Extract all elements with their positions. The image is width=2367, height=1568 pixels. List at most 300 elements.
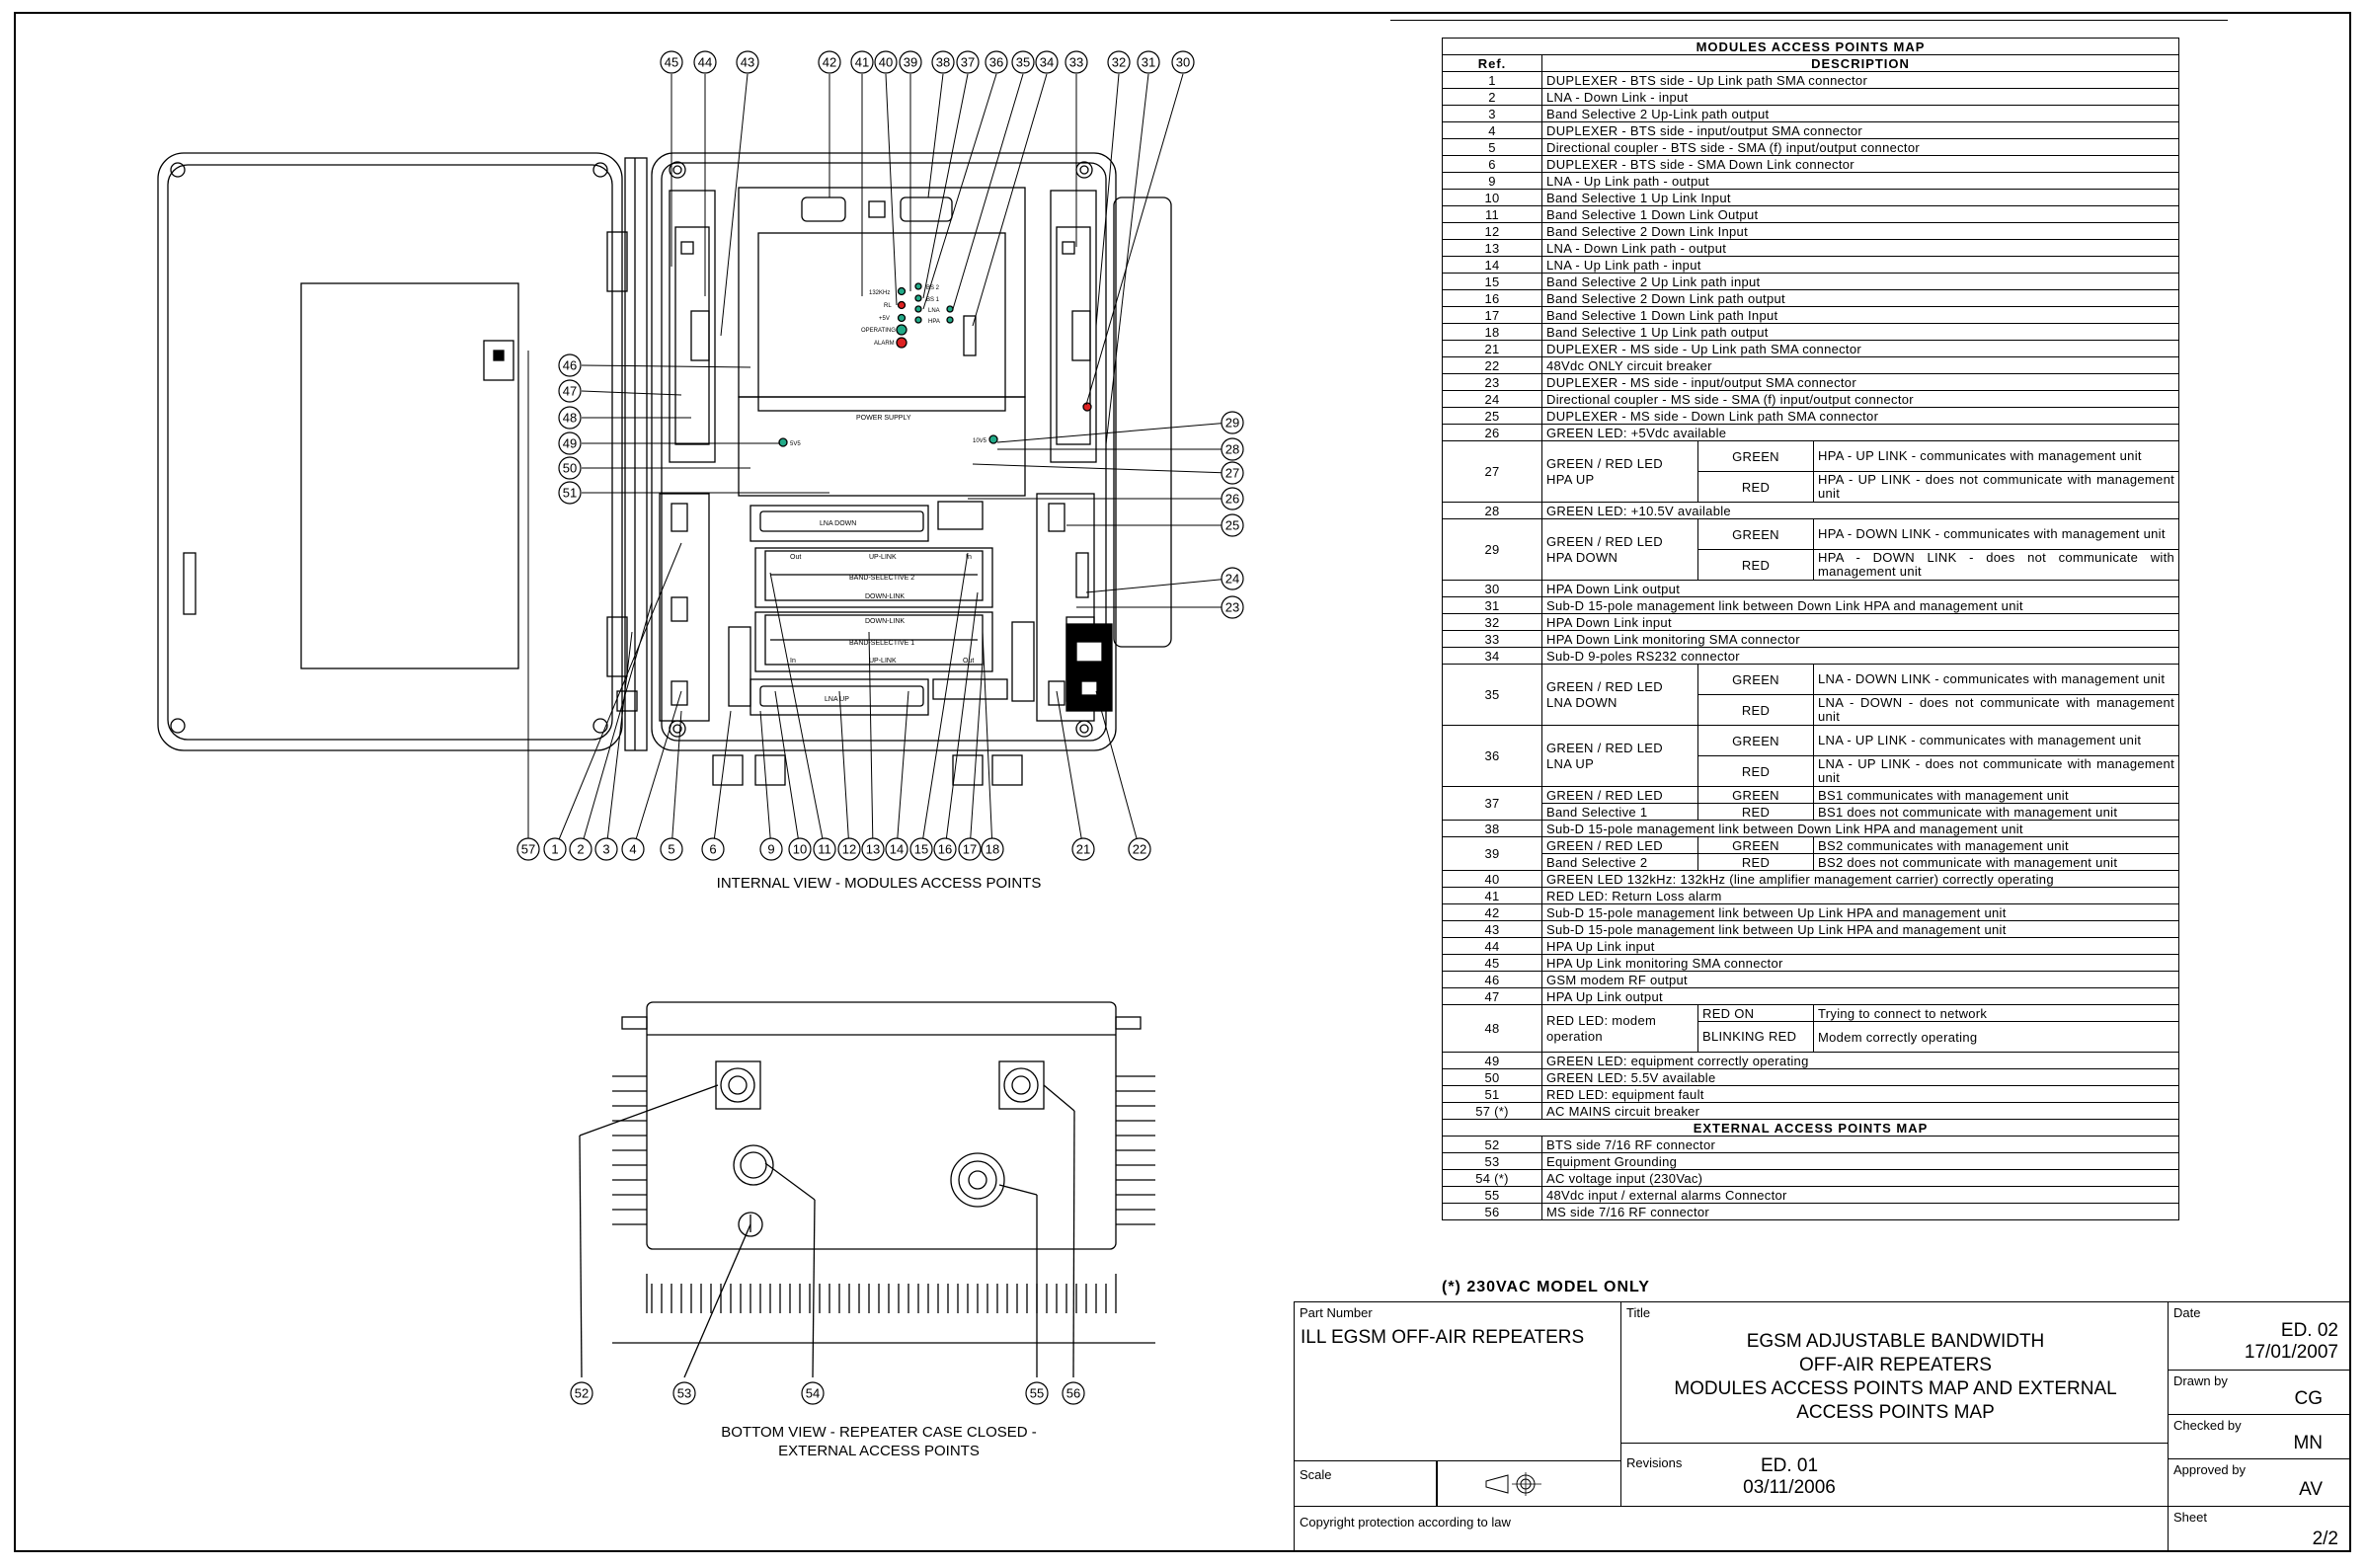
date-cell [2168,1301,2351,1371]
led-state-red: RED [1698,695,1814,726]
callout-number: 31 [1141,54,1156,70]
ref-cell: 13 [1443,240,1542,257]
callout-number: 5 [668,841,675,857]
ref-cell: 23 [1443,374,1542,391]
checked-by-value: MN [2293,1433,2323,1453]
table-row [1443,139,2179,156]
label-led-rl: RL [884,303,892,309]
ref-cell: 17 [1443,307,1542,324]
sheet-label: Sheet [2173,1510,2207,1525]
table-row [1443,324,2179,341]
label-led-lna: LNA [928,308,940,314]
table-row [1443,408,2179,425]
callout-number: 56 [1065,1385,1081,1401]
table-row [1443,972,2179,988]
callout-number: 33 [1068,54,1084,70]
table-row [1443,1103,2179,1120]
led-name-cell: GREEN / RED LED LNA DOWN [1542,665,1698,726]
table-row [1443,441,2179,472]
description-cell: GREEN LED: 5.5V available [1542,1069,2179,1086]
description-cell: Sub-D 9-poles RS232 connector [1542,648,2179,665]
ref-cell: 51 [1443,1086,1542,1103]
ref-cell: 5 [1443,139,1542,156]
callout-number: 30 [1175,54,1191,70]
modem-state-cell: BLINKING RED [1698,1022,1814,1053]
date-value: 17/01/2007 [2244,1342,2338,1363]
description-cell: DUPLEXER - BTS side - input/output SMA connector [1542,122,2179,139]
table-row [1443,988,2179,1005]
callout-number: 4 [629,841,637,857]
bottom-view-caption-1: BOTTOM VIEW - REPEATER CASE CLOSED - [721,1424,1037,1441]
ref-cell: 18 [1443,324,1542,341]
approved-by-cell [2168,1458,2351,1507]
label-power-supply: POWER SUPPLY [856,415,911,422]
ref-cell: 3 [1443,106,1542,122]
ref-cell: 26 [1443,425,1542,441]
ref-cell: 1 [1443,72,1542,89]
ref-cell: 31 [1443,597,1542,614]
table-row [1443,122,2179,139]
callout-number: 36 [988,54,1004,70]
modules-map-title: MODULES ACCESS POINTS MAP [1443,39,2179,55]
description-cell: Band Selective 2 Down Link Input [1542,223,2179,240]
ref-cell: 32 [1443,614,1542,631]
ref-cell: 21 [1443,341,1542,357]
callout-number: 34 [1039,54,1055,70]
led-name-cell: GREEN / RED LED [1542,787,1698,804]
led-state-description: HPA - DOWN LINK - does not communicate with management unit [1814,550,2179,581]
callout-number: 45 [664,54,679,70]
table-row [1443,581,2179,597]
callout-number: 9 [767,841,775,857]
ref-cell: 57 (*) [1443,1103,1542,1120]
revisions-cell [1620,1443,2169,1507]
table-row [1443,307,2179,324]
led-name-cell: RED LED: modem operation [1542,1005,1698,1053]
ref-cell: 11 [1443,206,1542,223]
edition-value: ED. 02 [2280,1320,2338,1341]
callout-number: 42 [822,54,837,70]
callout-number: 15 [913,841,929,857]
checked-by-cell [2168,1414,2351,1459]
callout-leaders [528,74,1229,849]
callout-number: 39 [903,54,918,70]
led-state-description: BS1 communicates with management unit [1814,787,2179,804]
description-cell: Directional coupler - MS side - SMA (f) input/output connector [1542,391,2179,408]
table-row [1443,597,2179,614]
table-row [1443,391,2179,408]
description-cell: AC MAINS circuit breaker [1542,1103,2179,1120]
part-number-value: ILL EGSM OFF-AIR REPEATERS [1301,1327,1585,1348]
description-cell: 48Vdc input / external alarms Connector [1542,1187,2179,1204]
table-row [1443,374,2179,391]
revisions-label: Revisions [1626,1455,1683,1470]
description-cell: LNA - Down Link path - output [1542,240,2179,257]
table-row [1443,1204,2179,1220]
callout-number: 3 [602,841,610,857]
ref-cell: 55 [1443,1187,1542,1204]
callout-number: 57 [520,841,536,857]
ref-cell: 14 [1443,257,1542,274]
table-row [1443,290,2179,307]
callout-number: 47 [562,383,578,399]
description-cell: Sub-D 15-pole management link between Down Link HPA and management unit [1542,597,2179,614]
ref-cell: 42 [1443,904,1542,921]
description-cell: LNA - Up Link path - input [1542,257,2179,274]
callout-number: 16 [937,841,953,857]
table-row [1443,787,2179,804]
description-cell: GREEN LED: +5Vdc available [1542,425,2179,441]
callout-number: 43 [740,54,755,70]
table-row [1443,821,2179,837]
led-state-description: BS2 communicates with management unit [1814,837,2179,854]
led-state-green: GREEN [1698,837,1814,854]
ref-cell: 39 [1443,837,1542,871]
callout-number: 49 [562,435,578,451]
ref-cell: 15 [1443,274,1542,290]
ref-cell: 53 [1443,1153,1542,1170]
description-cell: Band Selective 2 Up-Link path output [1542,106,2179,122]
table-row [1443,1005,2179,1022]
ref-cell: 37 [1443,787,1542,821]
callout-number: 22 [1132,841,1147,857]
table-row [1443,648,2179,665]
ref-cell: 24 [1443,391,1542,408]
table-row [1443,357,2179,374]
ref-cell: 38 [1443,821,1542,837]
led-state-red: RED [1698,854,1814,871]
ref-cell: 54 (*) [1443,1170,1542,1187]
title-label: Title [1626,1305,1651,1320]
led-state-green: GREEN [1698,787,1814,804]
callout-number: 24 [1224,571,1240,587]
table-row [1443,888,2179,904]
scale-label: Scale [1300,1467,1332,1482]
callout-number: 51 [562,485,578,501]
label-led-operating: OPERATING [861,328,896,334]
ref-cell: 47 [1443,988,1542,1005]
label-bs1-in: In [790,658,796,665]
callout-number: 17 [962,841,978,857]
table-row [1443,921,2179,938]
callout-number: 2 [577,841,585,857]
label-band-selective-1: BAND-SELECTIVE 1 [849,640,915,647]
label-band-selective-2: BAND-SELECTIVE 2 [849,575,915,582]
callout-number: 53 [676,1385,692,1401]
sheet-value: 2/2 [2312,1529,2338,1549]
title-line: ACCESS POINTS MAP [1796,1402,1995,1423]
bottom-view-caption-2: EXTERNAL ACCESS POINTS [778,1443,980,1459]
description-cell: AC voltage input (230Vac) [1542,1170,2179,1187]
description-cell: HPA Down Link output [1542,581,2179,597]
revision-date: 03/11/2006 [1743,1477,1836,1498]
label-led-5v5: 5V5 [790,441,801,447]
led-state-description: HPA - UP LINK - communicates with management unit [1814,441,2179,472]
ref-cell: 30 [1443,581,1542,597]
ref-cell: 6 [1443,156,1542,173]
table-row [1443,106,2179,122]
table-row [1443,223,2179,240]
callout-number: 54 [805,1385,821,1401]
table-row [1443,854,2179,871]
table-row [1443,341,2179,357]
callout-number: 10 [792,841,808,857]
approved-by-value: AV [2299,1479,2323,1500]
label-led-hpa: HPA [928,319,940,325]
callout-number: 29 [1224,415,1240,431]
title-line: EGSM ADJUSTABLE BANDWIDTH [1746,1331,2045,1352]
bottom-view-case [580,1002,1155,1377]
led-state-green: GREEN [1698,519,1814,550]
description-cell: Band Selective 2 Up Link path input [1542,274,2179,290]
ref-cell: 22 [1443,357,1542,374]
title-line: OFF-AIR REPEATERS [1799,1355,1992,1375]
callout-number: 44 [697,54,713,70]
description-cell: Sub-D 15-pole management link between Up Link HPA and management unit [1542,904,2179,921]
drawn-by-cell [2168,1370,2351,1415]
ref-cell: 34 [1443,648,1542,665]
table-row [1443,1187,2179,1204]
description-cell: Sub-D 15-pole management link between Down Link HPA and management unit [1542,821,2179,837]
callout-number: 12 [841,841,857,857]
label-led-bs1: BS 1 [926,297,940,303]
table-row [1443,1069,2179,1086]
description-cell: DUPLEXER - MS side - Down Link path SMA connector [1542,408,2179,425]
enclosure-door [158,153,627,750]
label-led-5v: +5V [879,316,890,322]
table-row [1443,614,2179,631]
drawn-by-value: CG [2294,1388,2323,1409]
copyright-cell [1294,1506,2169,1552]
external-map-title: EXTERNAL ACCESS POINTS MAP [1443,1120,2179,1137]
callout-number: 25 [1224,517,1240,533]
table-row [1443,206,2179,223]
ref-cell: 36 [1443,726,1542,787]
callout-number: 28 [1224,441,1240,457]
ref-cell: 25 [1443,408,1542,425]
led-state-red: RED [1698,804,1814,821]
led-state-green: GREEN [1698,665,1814,695]
table-row [1443,1153,2179,1170]
copyright-text: Copyright protection according to law [1300,1515,1511,1529]
ref-cell: 9 [1443,173,1542,190]
led-state-green: GREEN [1698,726,1814,756]
table-row [1443,425,2179,441]
ref-cell: 52 [1443,1137,1542,1153]
label-bs1-out: Out [963,658,975,665]
table-row [1443,72,2179,89]
callout-number: 50 [562,460,578,476]
description-cell: Band Selective 2 Down Link path output [1542,290,2179,307]
table-row [1443,519,2179,550]
description-cell: Band Selective 1 Down Link path Input [1542,307,2179,324]
table-row [1443,274,2179,290]
ref-cell: 12 [1443,223,1542,240]
led-state-red: RED [1698,756,1814,787]
callout-number: 41 [854,54,870,70]
description-cell: HPA Down Link monitoring SMA connector [1542,631,2179,648]
table-row [1443,503,2179,519]
table-row [1443,1170,2179,1187]
callout-number: 40 [878,54,894,70]
title-cell [1620,1301,2169,1444]
table-row [1443,837,2179,854]
ref-cell: 2 [1443,89,1542,106]
led-name-cell: GREEN / RED LED LNA UP [1542,726,1698,787]
label-lna-down: LNA DOWN [820,520,857,527]
ref-cell: 27 [1443,441,1542,503]
label-led-alarm: ALARM [874,341,895,347]
ref-cell: 48 [1443,1005,1542,1053]
callout-number: 14 [889,841,905,857]
led-state-description: HPA - DOWN LINK - communicates with management unit [1814,519,2179,550]
led-state-description: BS2 does not communicate with management unit [1814,854,2179,871]
callout-number: 55 [1029,1385,1045,1401]
callout-number: 38 [935,54,951,70]
description-cell: DUPLEXER - BTS side - Up Link path SMA connector [1542,72,2179,89]
callout-number: 32 [1111,54,1127,70]
part-number-label: Part Number [1300,1305,1373,1320]
table-row [1443,1086,2179,1103]
scale-cell [1294,1460,1621,1507]
callout-number: 26 [1224,491,1240,507]
led-name-cell: GREEN / RED LED HPA DOWN [1542,519,1698,581]
description-cell: GSM modem RF output [1542,972,2179,988]
description-cell: GREEN LED 132kHz: 132kHz (line amplifier management carrier) correctly operating [1542,871,2179,888]
callout-number: 11 [818,841,831,857]
label-bs2-uplink: UP-LINK [869,554,897,561]
table-row [1443,904,2179,921]
callout-number: 48 [562,410,578,426]
label-bs2-out: Out [790,554,802,561]
description-cell: Sub-D 15-pole management link between Up Link HPA and management unit [1542,921,2179,938]
col-description-header: DESCRIPTION [1542,55,2179,72]
revision-edition: ED. 01 [1760,1455,1819,1476]
label-bs2-in: In [966,554,972,561]
ref-cell: 33 [1443,631,1542,648]
description-cell: MS side 7/16 RF connector [1542,1204,2179,1220]
label-bs2-downlink: DOWN-LINK [865,593,906,600]
callout-number: 13 [865,841,881,857]
callout-bubbles [517,51,1243,1404]
led-state-description: LNA - UP LINK - does not communicate with management unit [1814,756,2179,787]
modem-state-description: Trying to connect to network [1814,1005,2179,1022]
table-row [1443,726,2179,756]
led-subname-cell: Band Selective 2 [1542,854,1698,871]
description-cell: DUPLEXER - MS side - Up Link path SMA connector [1542,341,2179,357]
description-cell: Band Selective 1 Up Link path output [1542,324,2179,341]
ref-cell: 28 [1443,503,1542,519]
led-subname-cell: Band Selective 1 [1542,804,1698,821]
modem-state-cell: RED ON [1698,1005,1814,1022]
callout-number: 52 [574,1385,590,1401]
led-state-description: LNA - DOWN LINK - communicates with management unit [1814,665,2179,695]
ref-cell: 41 [1443,888,1542,904]
ref-cell: 56 [1443,1204,1542,1220]
label-led-10v5: 10V5 [973,438,987,444]
table-row [1443,240,2179,257]
ref-cell: 44 [1443,938,1542,955]
led-state-red: RED [1698,472,1814,503]
approved-by-label: Approved by [2173,1462,2246,1477]
date-label: Date [2173,1305,2201,1320]
table-row [1443,173,2179,190]
ref-cell: 40 [1443,871,1542,888]
label-bs1-uplink: UP-LINK [869,658,897,665]
table-row [1443,1137,2179,1153]
table-row [1443,938,2179,955]
description-cell: DUPLEXER - BTS side - SMA Down Link connector [1542,156,2179,173]
internal-view-caption: INTERNAL VIEW - MODULES ACCESS POINTS [716,875,1042,892]
ref-cell: 10 [1443,190,1542,206]
description-cell: HPA Up Link output [1542,988,2179,1005]
ref-cell: 49 [1443,1053,1542,1069]
callout-number: 23 [1224,599,1240,615]
description-cell: HPA Down Link input [1542,614,2179,631]
led-state-description: BS1 does not communicate with management unit [1814,804,2179,821]
access-points-table [1442,38,2178,1220]
table-row [1443,156,2179,173]
ref-cell: 50 [1443,1069,1542,1086]
description-cell: Directional coupler - BTS side - SMA (f) input/output connector [1542,139,2179,156]
description-cell: 48Vdc ONLY circuit breaker [1542,357,2179,374]
description-cell: Band Selective 1 Down Link Output [1542,206,2179,223]
callout-number: 46 [562,357,578,373]
label-led-bs2: BS 2 [926,285,940,291]
led-name-cell: GREEN / RED LED [1542,837,1698,854]
description-cell: GREEN LED: +10.5V available [1542,503,2179,519]
description-cell: RED LED: Return Loss alarm [1542,888,2179,904]
led-state-description: LNA - DOWN - does not communicate with management unit [1814,695,2179,726]
table-row [1443,871,2179,888]
table-row [1443,955,2179,972]
model-note: (*) 230VAC MODEL ONLY [1442,1279,1650,1295]
ref-cell: 46 [1443,972,1542,988]
callout-number: 35 [1015,54,1031,70]
description-cell: HPA Up Link monitoring SMA connector [1542,955,2179,972]
table-row [1443,89,2179,106]
callout-number: 27 [1224,465,1240,481]
title-line: MODULES ACCESS POINTS MAP AND EXTERNAL [1674,1378,2117,1399]
table-row [1443,190,2179,206]
table-row [1443,1053,2179,1069]
description-cell: GREEN LED: equipment correctly operating [1542,1053,2179,1069]
led-state-description: LNA - UP LINK - communicates with management unit [1814,726,2179,756]
label-led-132khz: 132KHz [869,290,891,296]
callout-number: 37 [960,54,976,70]
callout-number: 1 [551,841,559,857]
checked-by-label: Checked by [2173,1418,2242,1433]
part-number-cell [1294,1301,1621,1461]
drawing-title [1621,1330,2170,1425]
ref-cell: 45 [1443,955,1542,972]
label-lna-up: LNA UP [825,696,849,703]
description-cell: LNA - Up Link path - output [1542,173,2179,190]
header-rule [1390,20,2228,21]
ref-cell: 4 [1443,122,1542,139]
projection-symbol-icon [1482,1469,1551,1499]
led-name-cell: GREEN / RED LED HPA UP [1542,441,1698,503]
ref-cell: 35 [1443,665,1542,726]
led-state-description: HPA - UP LINK - does not communicate with management unit [1814,472,2179,503]
description-cell: Equipment Grounding [1542,1153,2179,1170]
ref-cell: 29 [1443,519,1542,581]
led-state-green: GREEN [1698,441,1814,472]
col-ref-header: Ref. [1443,55,1542,72]
description-cell: Band Selective 1 Up Link Input [1542,190,2179,206]
drawn-by-label: Drawn by [2173,1373,2228,1388]
description-cell: DUPLEXER - MS side - input/output SMA connector [1542,374,2179,391]
